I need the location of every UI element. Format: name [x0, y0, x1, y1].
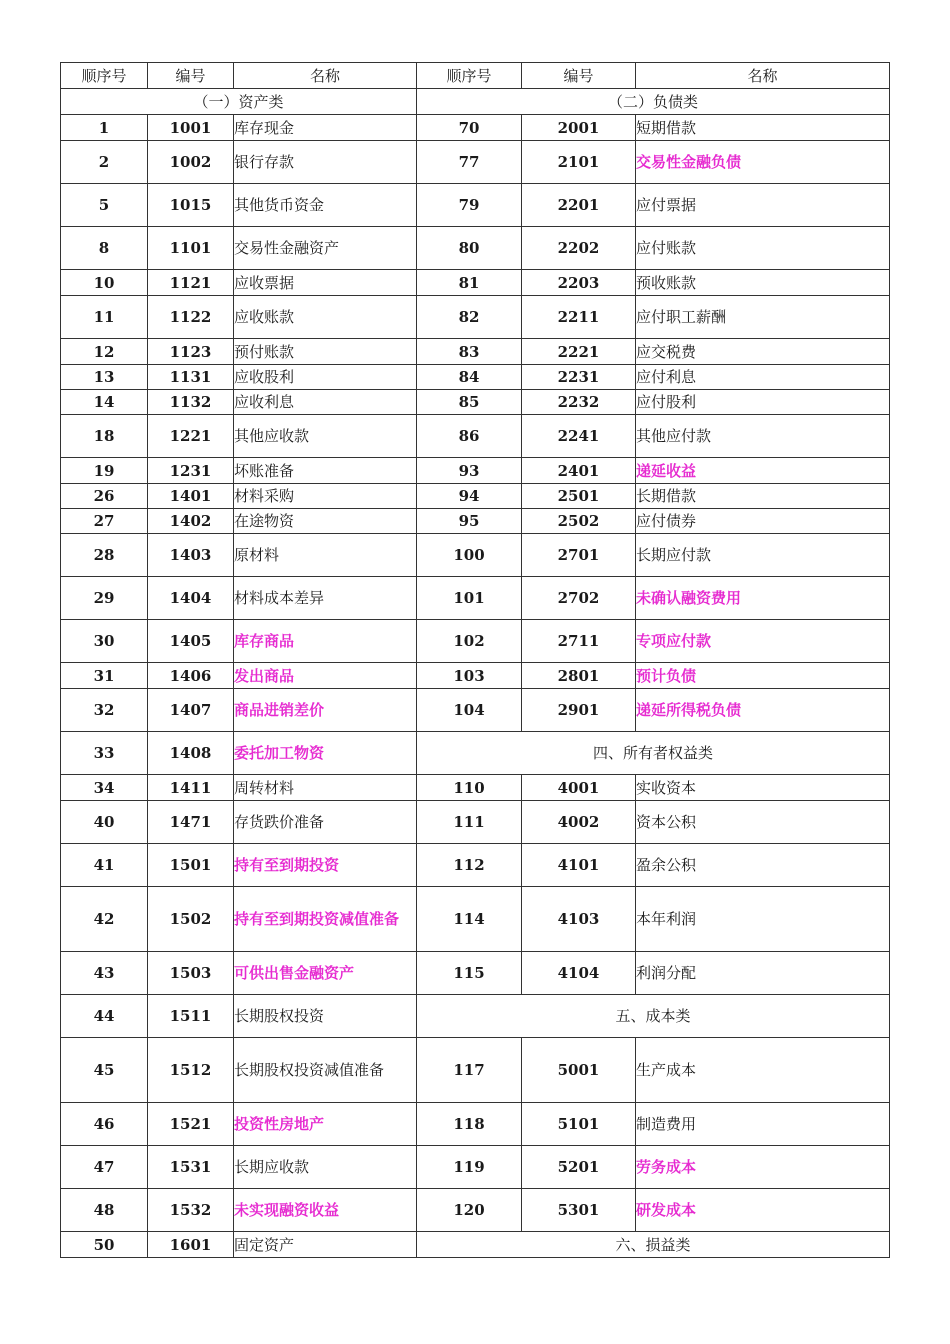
code-cell: 2502 [522, 509, 636, 534]
name-cell: 长期借款 [636, 484, 890, 509]
code-cell: 2202 [522, 227, 636, 270]
seq-cell: 44 [61, 995, 148, 1038]
code-cell: 5001 [522, 1038, 636, 1103]
code-cell: 2901 [522, 689, 636, 732]
seq-cell: 5 [61, 184, 148, 227]
code-cell: 1403 [148, 534, 234, 577]
name-cell: 商品进销差价 [234, 689, 417, 732]
table-row [61, 663, 890, 689]
name-cell: 材料成本差异 [234, 577, 417, 620]
table-row [61, 484, 890, 509]
seq-cell: 30 [61, 620, 148, 663]
seq-cell: 85 [417, 390, 522, 415]
name-cell: 银行存款 [234, 141, 417, 184]
seq-cell: 104 [417, 689, 522, 732]
code-cell: 1123 [148, 339, 234, 365]
code-cell: 1407 [148, 689, 234, 732]
seq-cell: 42 [61, 887, 148, 952]
seq-cell: 1 [61, 115, 148, 141]
code-cell: 4002 [522, 801, 636, 844]
code-cell: 2711 [522, 620, 636, 663]
table-row [61, 270, 890, 296]
table-row [61, 887, 890, 952]
seq-cell: 101 [417, 577, 522, 620]
code-cell: 1132 [148, 390, 234, 415]
code-cell: 1511 [148, 995, 234, 1038]
name-cell: 应付账款 [636, 227, 890, 270]
section-header: 五、成本类 [417, 995, 890, 1038]
name-cell: 在途物资 [234, 509, 417, 534]
seq-cell: 100 [417, 534, 522, 577]
code-cell: 1002 [148, 141, 234, 184]
code-cell: 2231 [522, 365, 636, 390]
name-cell: 应收账款 [234, 296, 417, 339]
name-cell: 应付债券 [636, 509, 890, 534]
table-row [61, 89, 890, 115]
code-cell: 1406 [148, 663, 234, 689]
name-cell: 其他应收款 [234, 415, 417, 458]
code-cell: 1601 [148, 1232, 234, 1258]
table-row [61, 1103, 890, 1146]
code-cell: 2203 [522, 270, 636, 296]
code-cell: 1531 [148, 1146, 234, 1189]
code-cell: 4104 [522, 952, 636, 995]
table-row [61, 365, 890, 390]
seq-cell: 18 [61, 415, 148, 458]
name-cell: 其他货币资金 [234, 184, 417, 227]
table-row [61, 732, 890, 775]
name-cell: 短期借款 [636, 115, 890, 141]
seq-cell: 103 [417, 663, 522, 689]
name-cell: 劳务成本 [636, 1146, 890, 1189]
table-body [61, 89, 890, 1258]
name-cell: 未确认融资费用 [636, 577, 890, 620]
name-cell: 未实现融资收益 [234, 1189, 417, 1232]
code-cell: 2401 [522, 458, 636, 484]
code-cell: 1503 [148, 952, 234, 995]
seq-cell: 40 [61, 801, 148, 844]
table-row [61, 415, 890, 458]
seq-cell: 46 [61, 1103, 148, 1146]
code-cell: 1001 [148, 115, 234, 141]
seq-cell: 79 [417, 184, 522, 227]
name-cell: 固定资产 [234, 1232, 417, 1258]
table-row [61, 141, 890, 184]
header-row [61, 63, 890, 89]
name-cell: 交易性金融负债 [636, 141, 890, 184]
seq-cell: 31 [61, 663, 148, 689]
name-cell: 库存现金 [234, 115, 417, 141]
seq-cell: 41 [61, 844, 148, 887]
code-cell: 1501 [148, 844, 234, 887]
code-cell: 4103 [522, 887, 636, 952]
code-cell: 5101 [522, 1103, 636, 1146]
name-cell: 可供出售金融资产 [234, 952, 417, 995]
seq-cell: 26 [61, 484, 148, 509]
name-cell: 本年利润 [636, 887, 890, 952]
seq-cell: 70 [417, 115, 522, 141]
code-cell: 1015 [148, 184, 234, 227]
name-cell: 应付股利 [636, 390, 890, 415]
seq-cell: 94 [417, 484, 522, 509]
code-cell: 1101 [148, 227, 234, 270]
header-seq: 顺序号 [61, 63, 148, 89]
table-row [61, 509, 890, 534]
table-row [61, 534, 890, 577]
seq-cell: 14 [61, 390, 148, 415]
name-cell: 持有至到期投资 [234, 844, 417, 887]
seq-cell: 47 [61, 1146, 148, 1189]
seq-cell: 82 [417, 296, 522, 339]
code-cell: 1221 [148, 415, 234, 458]
seq-cell: 45 [61, 1038, 148, 1103]
name-cell: 应付票据 [636, 184, 890, 227]
section-header: （二）负债类 [417, 89, 890, 115]
code-cell: 1408 [148, 732, 234, 775]
table-row [61, 115, 890, 141]
name-cell: 研发成本 [636, 1189, 890, 1232]
section-header: （一）资产类 [61, 89, 417, 115]
code-cell: 2232 [522, 390, 636, 415]
table-row [61, 296, 890, 339]
section-header: 六、损益类 [417, 1232, 890, 1258]
name-cell: 应付职工薪酬 [636, 296, 890, 339]
seq-cell: 43 [61, 952, 148, 995]
code-cell: 1411 [148, 775, 234, 801]
table-row [61, 458, 890, 484]
seq-cell: 119 [417, 1146, 522, 1189]
name-cell: 其他应付款 [636, 415, 890, 458]
name-cell: 应付利息 [636, 365, 890, 390]
name-cell: 发出商品 [234, 663, 417, 689]
table-row [61, 1232, 890, 1258]
seq-cell: 13 [61, 365, 148, 390]
table-row [61, 995, 890, 1038]
name-cell: 制造费用 [636, 1103, 890, 1146]
name-cell: 资本公积 [636, 801, 890, 844]
seq-cell: 83 [417, 339, 522, 365]
name-cell: 应收利息 [234, 390, 417, 415]
code-cell: 2801 [522, 663, 636, 689]
name-cell: 预付账款 [234, 339, 417, 365]
code-cell: 4001 [522, 775, 636, 801]
code-cell: 2101 [522, 141, 636, 184]
seq-cell: 34 [61, 775, 148, 801]
table-row [61, 1146, 890, 1189]
account-table [60, 62, 890, 1258]
table-row [61, 390, 890, 415]
table-row [61, 844, 890, 887]
seq-cell: 118 [417, 1103, 522, 1146]
seq-cell: 19 [61, 458, 148, 484]
name-cell: 长期应收款 [234, 1146, 417, 1189]
seq-cell: 95 [417, 509, 522, 534]
name-cell: 原材料 [234, 534, 417, 577]
code-cell: 1404 [148, 577, 234, 620]
code-cell: 1521 [148, 1103, 234, 1146]
name-cell: 递延所得税负债 [636, 689, 890, 732]
table-row [61, 1038, 890, 1103]
seq-cell: 110 [417, 775, 522, 801]
name-cell: 投资性房地产 [234, 1103, 417, 1146]
seq-cell: 2 [61, 141, 148, 184]
table-row [61, 689, 890, 732]
name-cell: 生产成本 [636, 1038, 890, 1103]
name-cell: 应交税费 [636, 339, 890, 365]
name-cell: 应收股利 [234, 365, 417, 390]
code-cell: 2701 [522, 534, 636, 577]
name-cell: 专项应付款 [636, 620, 890, 663]
seq-cell: 115 [417, 952, 522, 995]
header-name: 名称 [636, 63, 890, 89]
code-cell: 1122 [148, 296, 234, 339]
name-cell: 存货跌价准备 [234, 801, 417, 844]
code-cell: 1401 [148, 484, 234, 509]
seq-cell: 12 [61, 339, 148, 365]
seq-cell: 48 [61, 1189, 148, 1232]
seq-cell: 114 [417, 887, 522, 952]
seq-cell: 77 [417, 141, 522, 184]
code-cell: 1471 [148, 801, 234, 844]
header-name: 名称 [234, 63, 417, 89]
code-cell: 1121 [148, 270, 234, 296]
table-row [61, 620, 890, 663]
code-cell: 2221 [522, 339, 636, 365]
code-cell: 1502 [148, 887, 234, 952]
code-cell: 1405 [148, 620, 234, 663]
code-cell: 1402 [148, 509, 234, 534]
table-row [61, 801, 890, 844]
name-cell: 委托加工物资 [234, 732, 417, 775]
name-cell: 应收票据 [234, 270, 417, 296]
seq-cell: 29 [61, 577, 148, 620]
seq-cell: 8 [61, 227, 148, 270]
seq-cell: 117 [417, 1038, 522, 1103]
table-row [61, 227, 890, 270]
seq-cell: 50 [61, 1232, 148, 1258]
code-cell: 4101 [522, 844, 636, 887]
table-row [61, 775, 890, 801]
name-cell: 持有至到期投资减值准备 [234, 887, 417, 952]
seq-cell: 102 [417, 620, 522, 663]
name-cell: 利润分配 [636, 952, 890, 995]
seq-cell: 33 [61, 732, 148, 775]
name-cell: 递延收益 [636, 458, 890, 484]
code-cell: 1231 [148, 458, 234, 484]
name-cell: 周转材料 [234, 775, 417, 801]
name-cell: 实收资本 [636, 775, 890, 801]
name-cell: 长期股权投资 [234, 995, 417, 1038]
section-header: 四、所有者权益类 [417, 732, 890, 775]
seq-cell: 10 [61, 270, 148, 296]
seq-cell: 93 [417, 458, 522, 484]
code-cell: 2201 [522, 184, 636, 227]
seq-cell: 32 [61, 689, 148, 732]
code-cell: 2702 [522, 577, 636, 620]
table-row [61, 184, 890, 227]
header-code: 编号 [148, 63, 234, 89]
seq-cell: 111 [417, 801, 522, 844]
header-code: 编号 [522, 63, 636, 89]
table-row [61, 952, 890, 995]
seq-cell: 27 [61, 509, 148, 534]
seq-cell: 112 [417, 844, 522, 887]
name-cell: 长期应付款 [636, 534, 890, 577]
code-cell: 2501 [522, 484, 636, 509]
header-seq: 顺序号 [417, 63, 522, 89]
code-cell: 1532 [148, 1189, 234, 1232]
name-cell: 交易性金融资产 [234, 227, 417, 270]
seq-cell: 86 [417, 415, 522, 458]
name-cell: 坏账准备 [234, 458, 417, 484]
code-cell: 5201 [522, 1146, 636, 1189]
code-cell: 2001 [522, 115, 636, 141]
code-cell: 2241 [522, 415, 636, 458]
seq-cell: 80 [417, 227, 522, 270]
seq-cell: 84 [417, 365, 522, 390]
name-cell: 盈余公积 [636, 844, 890, 887]
name-cell: 材料采购 [234, 484, 417, 509]
seq-cell: 28 [61, 534, 148, 577]
name-cell: 预收账款 [636, 270, 890, 296]
table-row [61, 1189, 890, 1232]
seq-cell: 11 [61, 296, 148, 339]
table-row [61, 577, 890, 620]
code-cell: 1512 [148, 1038, 234, 1103]
seq-cell: 120 [417, 1189, 522, 1232]
table-row [61, 339, 890, 365]
code-cell: 5301 [522, 1189, 636, 1232]
name-cell: 长期股权投资减值准备 [234, 1038, 417, 1103]
code-cell: 1131 [148, 365, 234, 390]
code-cell: 2211 [522, 296, 636, 339]
name-cell: 预计负债 [636, 663, 890, 689]
seq-cell: 81 [417, 270, 522, 296]
name-cell: 库存商品 [234, 620, 417, 663]
